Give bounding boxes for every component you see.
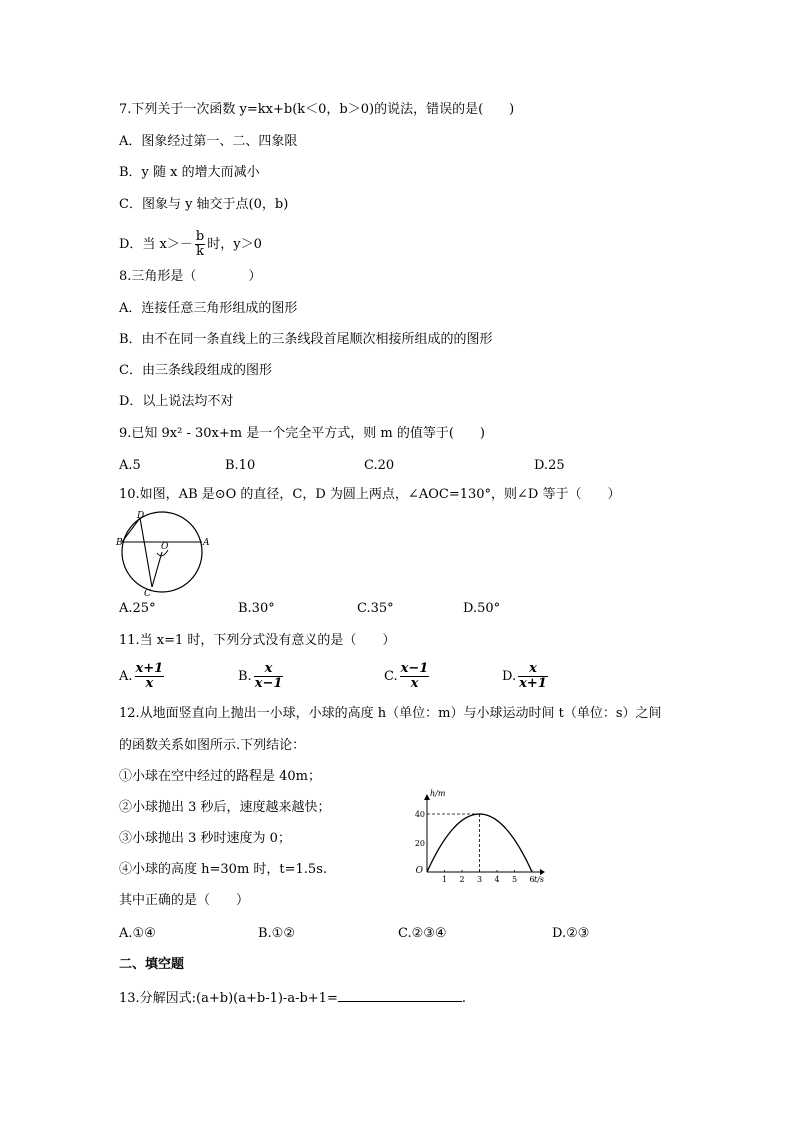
- q11-option-c: [384, 662, 431, 691]
- q11-d-den: x+1: [519, 676, 547, 691]
- x-tick-label: 5: [511, 875, 518, 884]
- q11-b-num: x: [254, 662, 284, 677]
- x-tick-label: 3: [476, 875, 483, 884]
- q10-option-b: B.30°: [238, 601, 275, 616]
- q11-d-fraction: [518, 662, 548, 691]
- height-time-chart: [410, 786, 550, 886]
- q9-option-a: A.5: [119, 458, 141, 473]
- q11-a-fraction: [135, 662, 165, 691]
- radius-oc: [152, 552, 162, 587]
- q10-stem: 10.如图，AB 是⊙O 的直径，C，D 为圆上两点，∠AOC=130°，则∠D 等于（ ）: [119, 487, 621, 502]
- q11-c-num: x−1: [400, 661, 429, 676]
- chart-series: [427, 814, 532, 872]
- q7-stem: 7.下列关于一次函数 y=kx+b(k＜0，b＞0)的说法，错误的是( ): [119, 102, 515, 117]
- q11-option-a: [119, 662, 166, 691]
- chart-axes: [424, 794, 545, 875]
- q7-d-fraction: [195, 230, 205, 259]
- q8-option-d: D．以上说法均不对: [119, 394, 234, 409]
- y-tick-label: 40: [414, 810, 425, 819]
- q13-answer-blank[interactable]: [338, 987, 462, 1002]
- q7-option-b: B．y 随 x 的增大而减小: [119, 165, 260, 180]
- q13-end: .: [461, 991, 466, 1006]
- q10-option-c: C.35°: [357, 601, 394, 616]
- label-c: C: [144, 589, 151, 598]
- x-axis-label: t/s: [534, 875, 545, 884]
- q12-option-c: C.②③④: [398, 926, 447, 941]
- label-b: B: [116, 538, 123, 548]
- q10-option-a: A.25°: [119, 601, 156, 616]
- x-tick-label: 4: [494, 875, 500, 884]
- q12-stem-line2: 的函数关系如图所示.下列结论：: [119, 738, 306, 753]
- chart-guides: [427, 814, 480, 872]
- q8-option-c: C．由三条线段组成的图形: [119, 363, 272, 378]
- q7-d-num: b: [195, 229, 205, 244]
- label-o: O: [161, 542, 169, 552]
- q11-c-label: C.: [384, 669, 398, 684]
- q9-stem: 9.已知 9x² - 30x+m 是一个完全平方式，则 m 的值等于( ): [119, 426, 485, 441]
- x-tick-label: 2: [459, 875, 465, 884]
- q12-statement-2: ②小球抛出 3 秒后，速度越来越快；: [119, 800, 331, 815]
- q12-stem-line1: 12.从地面竖直向上抛出一小球，小球的高度 h（单位：m）与小球运动时间 t（单位：s）之间: [119, 706, 662, 721]
- x-tick-label: 1: [441, 875, 448, 884]
- circle-figure: [116, 508, 216, 598]
- x-tick-label: 6: [529, 875, 535, 884]
- q11-b-label: B.: [238, 669, 252, 684]
- q11-b-den: x−1: [254, 676, 283, 691]
- q7-d-suffix: 时，y＞0: [207, 237, 262, 252]
- q12-statement-3: ③小球抛出 3 秒时速度为 0；: [119, 831, 291, 846]
- q11-option-b: [238, 662, 285, 691]
- q11-option-d: [502, 662, 550, 691]
- q10-option-d: D.50°: [463, 601, 501, 616]
- q11-a-num: x+1: [135, 661, 164, 676]
- q11-c-fraction: [400, 662, 430, 691]
- trajectory-curve: [427, 814, 532, 872]
- q11-stem: 11.当 x=1 时，下列分式没有意义的是（ ）: [119, 633, 396, 648]
- q8-option-b: B．由不在同一条直线上的三条线段首尾顺次相接所组成的的图形: [119, 332, 493, 347]
- y-axis-label: h/m: [430, 789, 446, 798]
- chord-db: [122, 518, 140, 542]
- q7-option-d: [119, 230, 262, 259]
- q9-option-c: C.20: [364, 458, 395, 473]
- q11-a-den: x: [145, 676, 154, 691]
- q11-b-fraction: [254, 662, 284, 691]
- q8-option-a: A．连接任意三角形组成的图形: [119, 301, 298, 316]
- q13-line: [119, 987, 466, 1008]
- section-title-fill-in: 二、填空题: [119, 957, 185, 972]
- q13-stem: 13.分解因式:(a+b)(a+b-1)-a-b+1=: [119, 991, 338, 1006]
- label-a: A: [203, 538, 210, 548]
- q9-option-d: D.25: [534, 458, 565, 473]
- chord-dc: [140, 518, 152, 587]
- origin-label: O: [415, 866, 423, 876]
- q12-statement-4: ④小球的高度 h=30m 时，t=1.5s.: [119, 862, 327, 877]
- q11-d-label: D.: [502, 669, 517, 684]
- q7-d-den: k: [196, 244, 204, 259]
- q12-option-b: B.①②: [258, 926, 295, 941]
- q12-option-d: D.②③: [552, 926, 590, 941]
- q7-option-a: A．图象经过第一、二、四象限: [119, 134, 298, 149]
- q9-option-b: B.10: [225, 458, 256, 473]
- q12-statement-1: ①小球在空中经过的路程是 40m；: [119, 769, 322, 784]
- q7-d-prefix: D．当 x＞－: [119, 237, 193, 252]
- q11-c-den: x: [410, 676, 419, 691]
- q12-question: 其中正确的是（ ）: [119, 893, 250, 908]
- label-d: D: [137, 511, 145, 521]
- q12-option-a: A.①④: [119, 926, 156, 941]
- q8-stem: 8.三角形是（ ）: [119, 269, 262, 284]
- y-tick-label: 20: [414, 839, 425, 848]
- q11-a-label: A.: [119, 669, 133, 684]
- q7-option-c: C．图象与 y 轴交于点(0，b): [119, 197, 289, 212]
- q11-d-num: x: [518, 662, 548, 677]
